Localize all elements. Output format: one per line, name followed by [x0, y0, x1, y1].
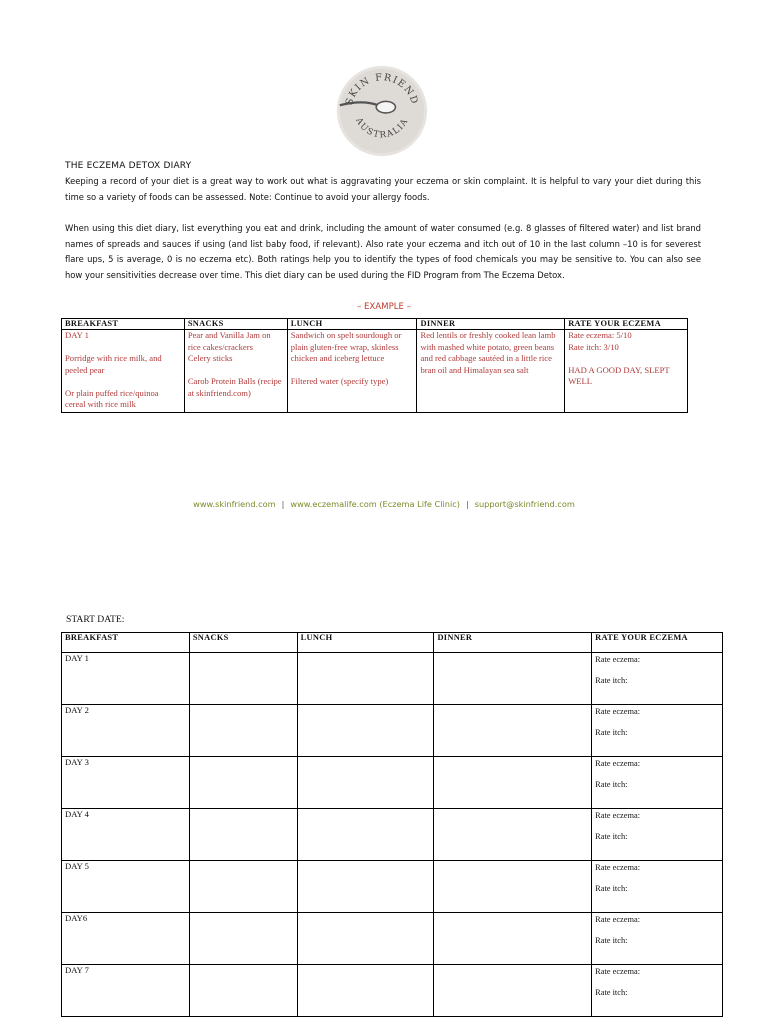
example-day: DAY 1: [65, 330, 89, 340]
link-skinfriend[interactable]: www.skinfriend.com: [193, 499, 276, 509]
rate-cell[interactable]: [592, 653, 723, 705]
rate-eczema-label: Rate eczema:: [595, 967, 641, 976]
page-title: THE ECZEMA DETOX DIARY: [65, 161, 192, 171]
example-note: HAD A GOOD DAY, SLEPT WELL: [568, 364, 670, 386]
lunch-cell[interactable]: [297, 965, 434, 1017]
table-row: [62, 913, 723, 965]
rate-eczema-label: Rate eczema:: [595, 707, 641, 716]
table-row: [62, 809, 723, 861]
rate-eczema-label: Rate eczema:: [595, 915, 641, 924]
example-breakfast-item: Or plain puffed rice/quinoa cereal with rice milk: [65, 387, 159, 409]
lunch-cell[interactable]: [297, 653, 434, 705]
day-cell[interactable]: [62, 861, 190, 913]
day-cell[interactable]: [62, 653, 190, 705]
example-lunch-cell: [287, 330, 417, 413]
table-row: [62, 653, 723, 705]
rate-itch-label: Rate itch:: [595, 780, 628, 789]
dinner-cell[interactable]: [434, 913, 592, 965]
rate-eczema-label: Rate eczema:: [595, 759, 641, 768]
example-dinner-cell: [417, 330, 565, 413]
snacks-cell[interactable]: [189, 809, 297, 861]
lunch-cell[interactable]: [297, 809, 434, 861]
rate-itch-label: Rate itch:: [595, 936, 628, 945]
table-row: [62, 861, 723, 913]
rate-itch-label: Rate itch:: [595, 676, 628, 685]
day-cell[interactable]: [62, 757, 190, 809]
dinner-cell[interactable]: [434, 861, 592, 913]
col-lunch: LUNCH: [287, 319, 417, 330]
day-cell[interactable]: [62, 705, 190, 757]
dinner-cell[interactable]: [434, 757, 592, 809]
snacks-cell[interactable]: [189, 965, 297, 1017]
day-cell[interactable]: [62, 913, 190, 965]
col-breakfast: BREAKFAST: [62, 319, 185, 330]
day-label: DAY 5: [65, 861, 89, 871]
example-breakfast-cell: [62, 330, 185, 413]
rate-itch-label: Rate itch:: [595, 728, 628, 737]
day-label: DAY 7: [65, 965, 89, 975]
col-lunch: LUNCH: [297, 633, 434, 653]
example-snacks-cell: [184, 330, 287, 413]
snacks-cell[interactable]: [189, 861, 297, 913]
rate-eczema-label: Rate eczema:: [595, 655, 641, 664]
table-row: [62, 757, 723, 809]
lunch-cell[interactable]: [297, 705, 434, 757]
diary-table: [61, 632, 723, 1017]
rate-cell[interactable]: [592, 861, 723, 913]
link-eczemalife[interactable]: www.eczemalife.com (Eczema Life Clinic): [290, 499, 460, 509]
col-rate: RATE YOUR ECZEMA: [565, 319, 688, 330]
dinner-cell[interactable]: [434, 705, 592, 757]
rate-cell[interactable]: [592, 965, 723, 1017]
dinner-cell[interactable]: [434, 965, 592, 1017]
example-rate-cell: [565, 330, 688, 413]
footer-links: [0, 499, 768, 509]
intro-paragraph: Keeping a record of your diet is a great way to work out what is aggravating your eczema or skin complaint. It is helpful to vary your diet during this time so a variety of foods can be assessed. Note: Continue to avoid your allergy foods.: [65, 176, 701, 202]
snacks-cell[interactable]: [189, 653, 297, 705]
col-breakfast: BREAKFAST: [62, 633, 190, 653]
example-header-row: [62, 319, 688, 330]
day-label: DAY 3: [65, 757, 89, 767]
col-dinner: DINNER: [434, 633, 592, 653]
example-snack-item: Pear and Vanilla Jam on rice cakes/crackers: [187, 330, 271, 352]
day-cell[interactable]: [62, 965, 190, 1017]
rate-itch-label: Rate itch:: [595, 884, 628, 893]
example-lunch-item: Filtered water (specify type): [290, 376, 389, 386]
rate-eczema-label: Rate eczema:: [595, 811, 641, 820]
snacks-cell[interactable]: [189, 705, 297, 757]
lunch-cell[interactable]: [297, 913, 434, 965]
example-rate-eczema: Rate eczema: 5/10: [568, 330, 632, 340]
link-support-email[interactable]: support@skinfriend.com: [474, 499, 575, 509]
example-dinner-item: Red lentils or freshly cooked lean lamb with mashed white potato, green beans and red cabbage sautéed in a little rice bran oil and Himalayan sea salt: [420, 330, 556, 375]
spacer: [568, 353, 684, 365]
example-row: [62, 330, 688, 413]
skin-friend-logo: [334, 63, 430, 159]
spacer: [65, 376, 181, 388]
rate-cell[interactable]: [592, 913, 723, 965]
start-date-label: START DATE:: [66, 614, 125, 625]
logo-top-text: SKIN FRIEND: [343, 72, 421, 107]
logo-bottom-text: AUSTRALIA: [353, 116, 411, 141]
table-row: [62, 705, 723, 757]
rate-cell[interactable]: [592, 809, 723, 861]
rate-itch-label: Rate itch:: [595, 832, 628, 841]
example-table: [61, 318, 688, 413]
rate-eczema-label: Rate eczema:: [595, 863, 641, 872]
example-label: – EXAMPLE –: [356, 302, 412, 312]
day-label: DAY6: [65, 913, 88, 923]
col-snacks: SNACKS: [184, 319, 287, 330]
col-rate: RATE YOUR ECZEMA: [592, 633, 723, 653]
footer-separator: |: [465, 499, 469, 509]
instructions-paragraph: When using this diet diary, list everything you eat and drink, including the amount of water consumed (e.g. 8 glasses of filtered water) and list brand names of spreads and sauces if using (and list baby food, if relevant). Also rate your eczema and itch out of 10 in the last column –10 is for severest flare ups, 5 is average, 0 is no eczema etc). Both ratings help you to identify the types of food chemicals you may be sensitive to. You can also see how your sensitivities decrease over time. This diet diary can be used during the FID Program from The Eczema Detox.: [65, 223, 701, 280]
example-snack-item: Carob Protein Balls (recipe at skinfriend.com): [187, 376, 282, 398]
dinner-cell[interactable]: [434, 653, 592, 705]
table-row: [62, 965, 723, 1017]
example-breakfast-item: Porridge with rice milk, and peeled pear: [65, 353, 162, 375]
lunch-cell[interactable]: [297, 861, 434, 913]
day-label: DAY 4: [65, 809, 89, 819]
rate-cell[interactable]: [592, 705, 723, 757]
snacks-cell[interactable]: [189, 757, 297, 809]
snacks-cell[interactable]: [189, 913, 297, 965]
example-rate-itch: Rate itch: 3/10: [568, 341, 619, 352]
day-label: DAY 2: [65, 705, 89, 715]
col-snacks: SNACKS: [189, 633, 297, 653]
example-lunch-item: Sandwich on spelt sourdough or plain gluten-free wrap, skinless chicken and iceberg lettuce: [290, 330, 402, 363]
col-dinner: DINNER: [417, 319, 565, 330]
spacer: [188, 365, 284, 377]
day-cell[interactable]: [62, 809, 190, 861]
footer-separator: |: [281, 499, 285, 509]
rate-cell[interactable]: [592, 757, 723, 809]
dinner-cell[interactable]: [434, 809, 592, 861]
spacer: [65, 342, 181, 354]
day-label: DAY 1: [65, 653, 89, 663]
rate-itch-label: Rate itch:: [595, 988, 628, 997]
spacer: [291, 365, 414, 377]
lunch-cell[interactable]: [297, 757, 434, 809]
example-snack-item: Celery sticks: [187, 353, 233, 363]
diary-header-row: [62, 633, 723, 653]
